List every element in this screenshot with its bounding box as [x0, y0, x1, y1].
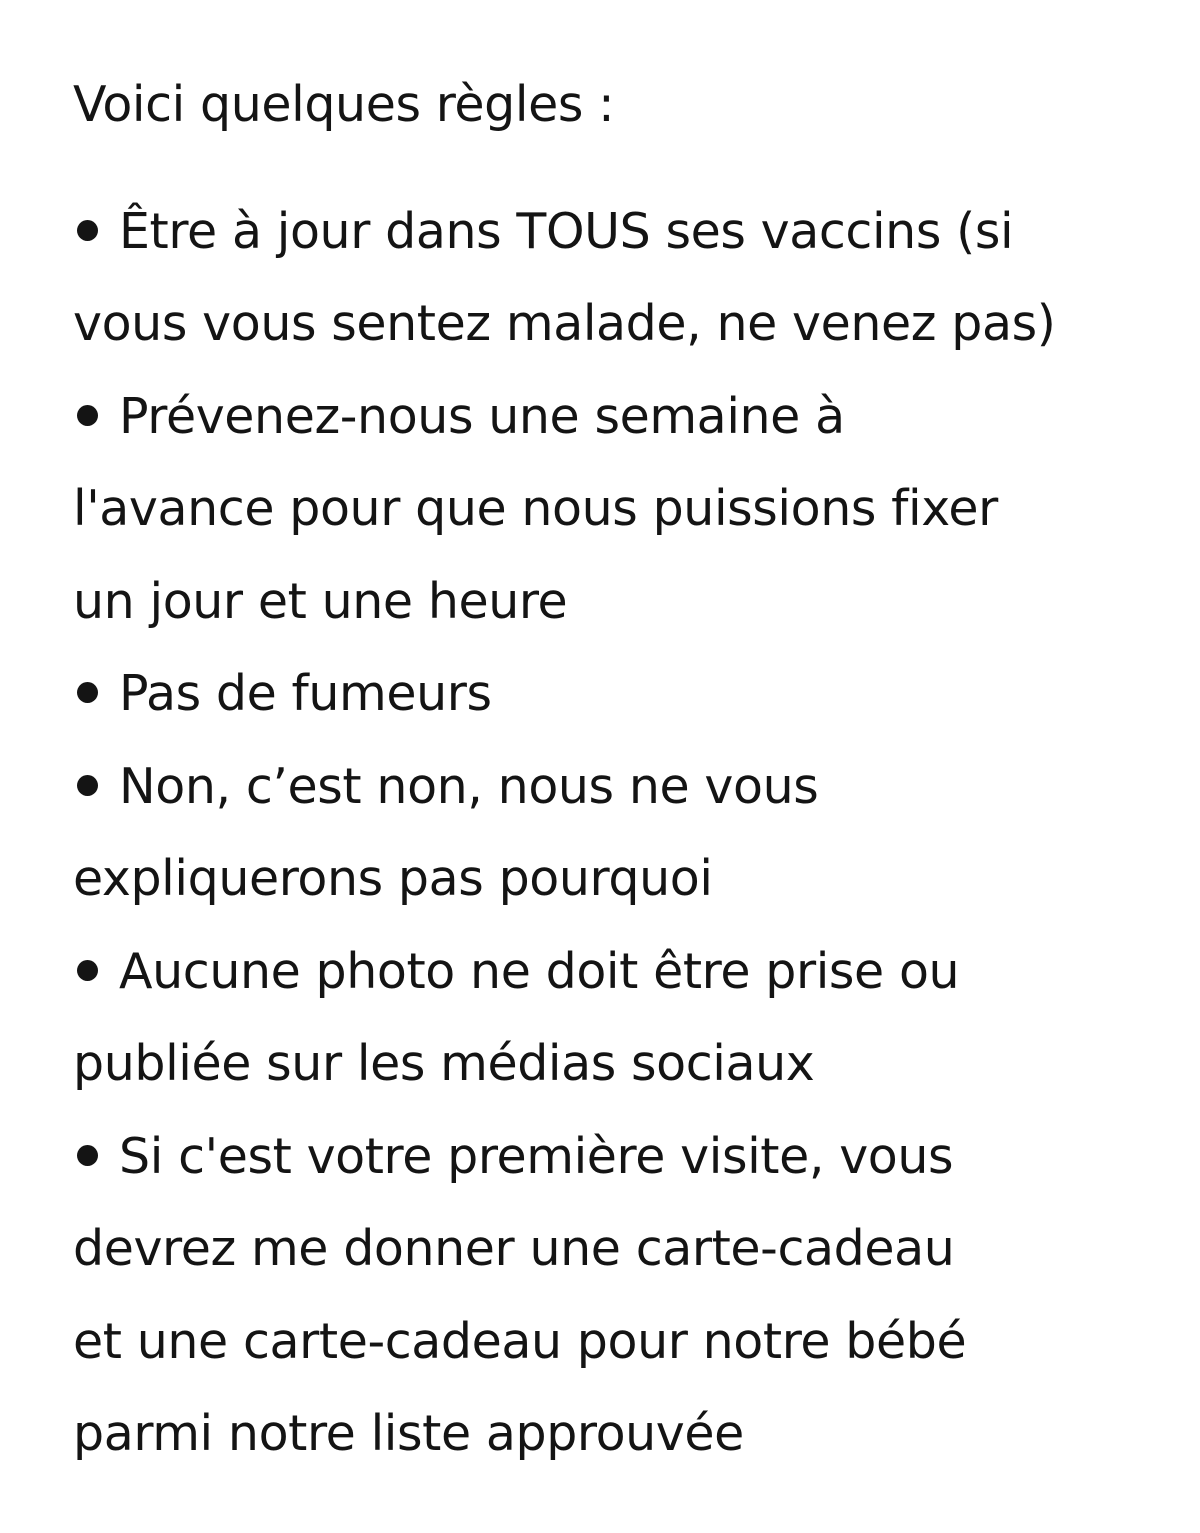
rule-1-line-2: vous vous sentez malade, ne venez pas) [73, 295, 1056, 352]
rule-6-line-4: parmi notre liste approuvée [73, 1405, 744, 1462]
bullet-icon [73, 942, 119, 1002]
bullet-icon [73, 387, 119, 447]
rule-2-line-1 [73, 387, 845, 447]
rule-5-line-1 [73, 942, 959, 1002]
rule-1-line-1 [73, 202, 1013, 262]
rule-6-line-1 [73, 1127, 953, 1187]
rule-2-line-3: un jour et une heure [73, 573, 568, 630]
rule-text: Pas de fumeurs [119, 665, 492, 722]
rule-text: Si c'est votre première visite, vous [119, 1128, 954, 1185]
rule-4-line-2: expliquerons pas pourquoi [73, 850, 713, 907]
rule-4-line-1 [73, 757, 818, 817]
bullet-icon [73, 757, 119, 817]
bullet-icon [73, 664, 119, 724]
rule-5-line-2: publiée sur les médias sociaux [73, 1035, 815, 1092]
rule-text: Aucune photo ne doit être prise ou [119, 943, 960, 1000]
bullet-icon [73, 202, 119, 262]
rule-text: Prévenez-nous une semaine à [119, 388, 845, 445]
bullet-icon [73, 1127, 119, 1187]
rule-6-line-2: devrez me donner une carte-cadeau [73, 1220, 955, 1277]
rule-2-line-2: l'avance pour que nous puissions fixer [73, 480, 998, 537]
rules-heading: Voici quelques règles : [73, 76, 615, 133]
rule-text: Être à jour dans TOUS ses vaccins (si [119, 203, 1014, 260]
rule-3-line-1 [73, 664, 492, 724]
rule-text: Non, c’est non, nous ne vous [119, 758, 819, 815]
rule-6-line-3: et une carte-cadeau pour notre bébé [73, 1313, 967, 1370]
